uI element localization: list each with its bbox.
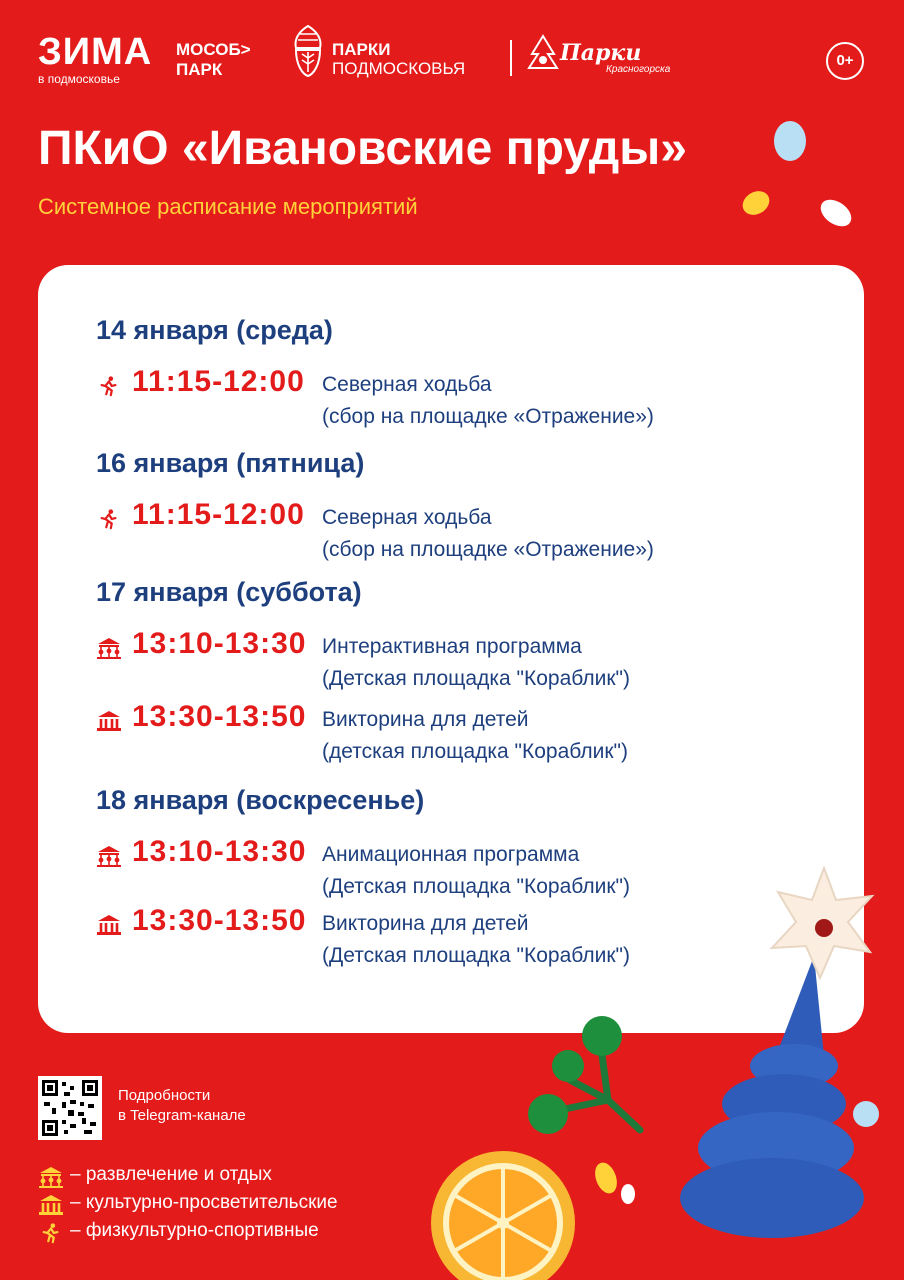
event-location: (сбор на площадке «Отражение»)	[322, 405, 654, 428]
carousel-icon	[96, 637, 122, 659]
legend-text: – культурно-просветительские	[70, 1192, 338, 1213]
legend-text: – физкультурно-спортивные	[70, 1220, 319, 1241]
carousel-icon	[38, 1166, 64, 1188]
carousel-icon	[96, 845, 122, 867]
mosobpark-logo	[176, 40, 251, 80]
mosobpark-logo-line1: МОСОБ>	[176, 40, 251, 59]
event-time: 13:30-13:50	[132, 700, 307, 733]
event-item	[96, 627, 816, 701]
day-heading: 17 января (суббота)	[96, 577, 362, 607]
confetti-decoration	[590, 1096, 890, 1216]
event-location: (сбор на площадке «Отражение»)	[322, 538, 654, 561]
mosobpark-logo-line2: ПАРК	[176, 60, 223, 79]
page-title: ПКиО «Ивановские пруды»	[38, 122, 687, 175]
event-title: Интерактивная программа	[322, 635, 582, 658]
event-time: 13:10-13:30	[132, 835, 307, 868]
zima-logo-text: ЗИМА	[38, 31, 153, 73]
event-item	[96, 700, 816, 774]
museum-icon	[96, 710, 122, 732]
event-item	[96, 498, 816, 572]
event-item	[96, 365, 816, 439]
parki-logo-line1: ПАРКИ	[332, 40, 391, 59]
parki-krasnogorska-logo	[526, 34, 706, 78]
qr-caption	[118, 1086, 246, 1126]
zima-logo-subtext: в подмосковье	[38, 72, 120, 86]
museum-icon	[38, 1194, 64, 1216]
qr-caption-line1: Подробности	[118, 1087, 211, 1104]
event-title: Северная ходьба	[322, 373, 492, 396]
telegram-qr-code[interactable]	[38, 1076, 102, 1140]
event-title: Анимационная программа	[322, 843, 580, 866]
event-location: (Детская площадка "Кораблик")	[322, 944, 630, 967]
page-subtitle: Системное расписание мероприятий	[38, 194, 418, 219]
event-time: 11:15-12:00	[132, 365, 305, 398]
event-time: 13:30-13:50	[132, 904, 307, 937]
sport-icon	[38, 1222, 64, 1244]
age-rating-badge: 0+	[826, 42, 864, 80]
fir-tree-icon	[526, 34, 560, 78]
day-heading: 18 января (воскресенье)	[96, 785, 425, 815]
legend-text: – развлечение и отдых	[70, 1164, 272, 1185]
event-location: (детская площадка "Кораблик")	[322, 740, 628, 763]
confetti-decoration	[740, 115, 880, 245]
museum-icon	[96, 914, 122, 936]
event-location: (Детская площадка "Кораблик")	[322, 875, 630, 898]
sport-icon	[96, 375, 122, 397]
zima-logo	[38, 31, 153, 86]
sport-icon	[96, 508, 122, 530]
krasnogorsk-logo-subtext: Красногорска	[606, 64, 671, 75]
event-title: Северная ходьба	[322, 506, 492, 529]
parki-podmoskovya-logo	[290, 22, 500, 82]
logo-bar	[38, 30, 866, 90]
krasnogorsk-logo-text: Парки	[560, 40, 642, 66]
event-title: Викторина для детей	[322, 708, 529, 731]
day-heading: 14 января (среда)	[96, 315, 333, 345]
logo-divider	[510, 40, 512, 76]
day-heading: 16 января (пятница)	[96, 448, 365, 478]
knitted-tree-decoration	[664, 866, 904, 1280]
qr-caption-line2: в Telegram-канале	[118, 1107, 246, 1124]
parki-logo-line2: ПОДМОСКОВЬЯ	[332, 59, 466, 78]
event-title: Викторина для детей	[322, 912, 529, 935]
event-time: 13:10-13:30	[132, 627, 307, 660]
orange-slice-decoration	[428, 1148, 578, 1280]
acorn-icon	[290, 22, 326, 80]
event-location: (Детская площадка "Кораблик")	[322, 667, 630, 690]
event-time: 11:15-12:00	[132, 498, 305, 531]
